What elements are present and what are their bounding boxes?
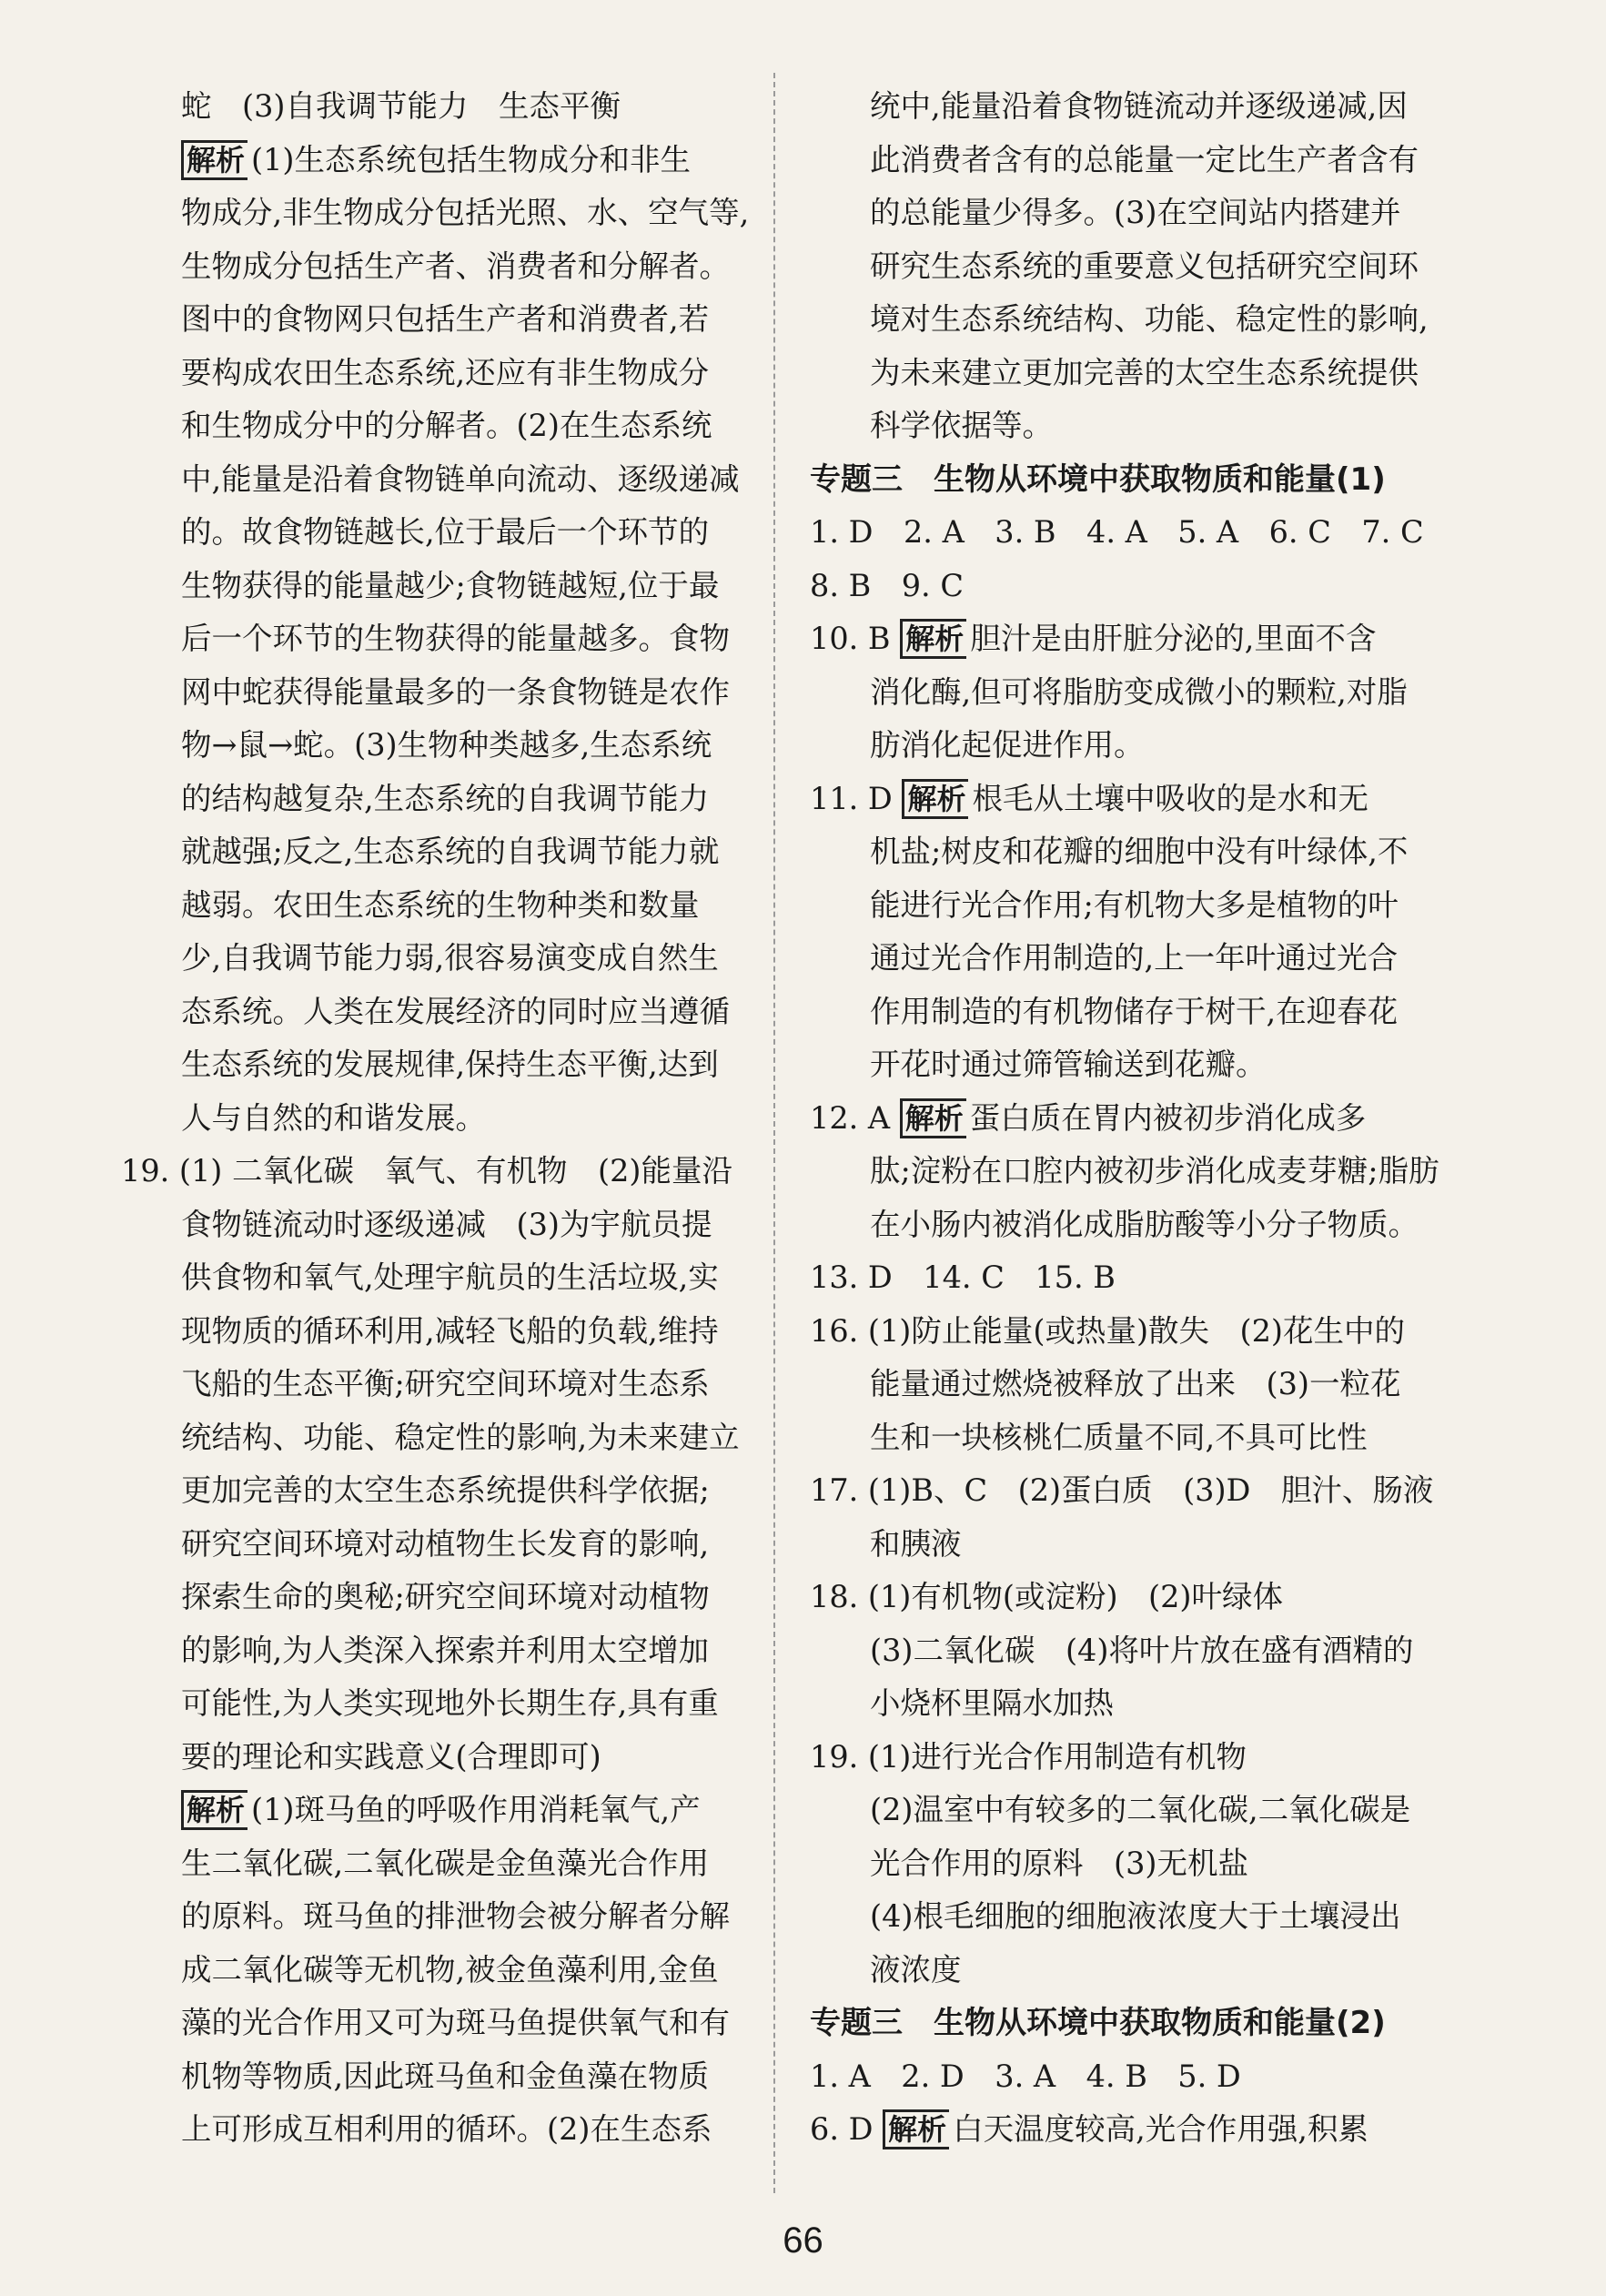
line-text: 态系统。人类在发展经济的同时应当遵循 [181, 993, 730, 1029]
line-text: 就越强;反之,生态系统的自我调节能力就 [181, 834, 720, 869]
line-text: 此消费者含有的总能量一定比生产者含有 [870, 141, 1419, 177]
analysis-tag: 解析 [900, 619, 966, 659]
line-text: 1. D 2. A 3. B 4. A 5. A 6. C 7. C [810, 514, 1424, 550]
text-line [121, 1358, 763, 1411]
text-line [810, 986, 1488, 1039]
line-text: 作用制造的有机物储存于树干,在迎春花 [870, 993, 1399, 1029]
line-text: 的。故食物链越长,位于最后一个环节的 [181, 514, 710, 550]
line-text: 可能性,为人类实现地外长期生存,具有重 [181, 1685, 719, 1721]
line-text: 的总能量少得多。(3)在空间站内搭建并 [870, 195, 1401, 230]
line-text: 和胰液 [870, 1525, 962, 1562]
line-text: 供食物和氧气,处理宇航员的生活垃圾,实 [181, 1259, 719, 1295]
line-text: 消化酶,但可将脂肪变成微小的颗粒,对脂 [870, 673, 1408, 710]
text-line [810, 1199, 1488, 1252]
left-column [121, 80, 763, 2157]
line-text: 光合作用的原料 (3)无机盐 [870, 1845, 1248, 1881]
line-text: 要构成农田生态系统,还应有非生物成分 [181, 354, 710, 390]
analysis-tag: 解析 [900, 1098, 966, 1138]
text-line [121, 825, 763, 879]
analysis-tag: 解析 [181, 1790, 247, 1830]
text-line [121, 1784, 763, 1837]
line-text: (2)温室中有较多的二氧化碳,二氧化碳是 [870, 1792, 1411, 1827]
line-text: 研究生态系统的重要意义包括研究空间环 [870, 248, 1419, 284]
line-text: 成二氧化碳等无机物,被金鱼藻利用,金鱼 [181, 1951, 719, 1988]
text-line [121, 506, 763, 560]
text-line [810, 1518, 1488, 1572]
text-line [810, 666, 1488, 720]
analysis-tag: 解析 [181, 140, 247, 180]
line-text: (4)根毛细胞的细胞液浓度大于土壤浸出 [870, 1898, 1401, 1934]
text-line [810, 1358, 1488, 1411]
analysis-text: 白天温度较高,光合作用强,积累 [953, 2111, 1369, 2147]
text-line [121, 1624, 763, 1678]
line-text: 1. A 2. D 3. A 4. B 5. D [810, 2058, 1241, 2094]
text-line [810, 879, 1488, 933]
analysis-text: 胆汁是由肝脏分泌的,里面不含 [970, 621, 1377, 656]
text-line [810, 1784, 1488, 1837]
text-line [121, 1997, 763, 2050]
line-text: 少,自我调节能力弱,很容易演变成自然生 [181, 940, 719, 976]
text-line [810, 1571, 1488, 1624]
text-line [121, 986, 763, 1039]
text-line [121, 2050, 763, 2104]
text-line [810, 1092, 1488, 1146]
text-line [121, 240, 763, 294]
line-text: 网中蛇获得能量最多的一条食物链是农作 [181, 673, 730, 710]
text-line [121, 1731, 763, 1785]
line-text: 飞船的生态平衡;研究空间环境对生态系 [181, 1366, 710, 1401]
line-text: 开花时通过筛管输送到花瓣。 [870, 1047, 1267, 1082]
answer-number: 10. B [810, 621, 901, 656]
section-heading [810, 1997, 1488, 2050]
line-text: 和生物成分中的分解者。(2)在生态系统 [181, 408, 712, 443]
text-line [810, 1837, 1488, 1891]
line-text: 越弱。农田生态系统的生物种类和数量 [181, 886, 700, 923]
text-line [810, 612, 1488, 666]
line-text: 更加完善的太空生态系统提供科学依据; [181, 1472, 710, 1508]
section-heading-text: 专题三 生物从环境中获取物质和能量(1) [810, 460, 1386, 498]
line-text: 13. D 14. C 15. B [810, 1259, 1116, 1295]
text-line [810, 293, 1488, 347]
section-heading [810, 453, 1488, 507]
text-line [810, 187, 1488, 240]
column-divider [773, 73, 775, 2193]
text-line [121, 1571, 763, 1624]
line-text: 生二氧化碳,二氧化碳是金鱼藻光合作用 [181, 1845, 710, 1881]
line-text: 中,能量是沿着食物链单向流动、逐级递减 [181, 460, 740, 497]
text-line [810, 825, 1488, 879]
text-line [810, 1305, 1488, 1359]
text-line [121, 879, 763, 933]
line-text: 蛇 (3)自我调节能力 生态平衡 [181, 88, 621, 124]
line-text: 的结构越复杂,生态系统的自我调节能力 [181, 780, 710, 816]
text-line [810, 1038, 1488, 1092]
text-line [810, 240, 1488, 294]
line-text: 统中,能量沿着食物链流动并逐级递减,因 [870, 88, 1408, 124]
text-line [121, 1944, 763, 1998]
text-line [121, 187, 763, 240]
text-line [121, 1251, 763, 1305]
text-line [121, 1145, 763, 1199]
line-text: (3)二氧化碳 (4)将叶片放在盛有酒精的 [870, 1632, 1414, 1668]
text-line [810, 560, 1488, 613]
line-text: 现物质的循环利用,减轻飞船的负载,维持 [181, 1312, 719, 1349]
line-text: 液浓度 [870, 1951, 962, 1988]
text-line [121, 1464, 763, 1518]
line-text: 后一个环节的生物获得的能量越多。食物 [181, 621, 730, 656]
text-line [810, 1411, 1488, 1465]
line-text: 要的理论和实践意义(合理即可) [181, 1738, 601, 1775]
line-text: 在小肠内被消化成脂肪酸等小分子物质。 [870, 1206, 1419, 1242]
text-line [810, 1890, 1488, 1944]
text-line [121, 453, 763, 507]
line-text: 19. (1) 二氧化碳 氧气、有机物 (2)能量沿 [121, 1153, 732, 1188]
line-text: 8. B 9. C [810, 567, 964, 603]
line-text: 能进行光合作用;有机物大多是植物的叶 [870, 886, 1399, 923]
text-line [810, 1624, 1488, 1678]
line-text: 机盐;树皮和花瓣的细胞中没有叶绿体,不 [870, 834, 1409, 869]
answer-number: 11. D [810, 780, 903, 816]
text-line [810, 2103, 1488, 2157]
line-text: 18. (1)有机物(或淀粉) (2)叶绿体 [810, 1579, 1283, 1614]
right-column [810, 80, 1488, 2157]
line-text: 生物成分包括生产者、消费者和分解者。 [181, 248, 730, 284]
answer-number: 12. A [810, 1099, 900, 1136]
text-line [121, 1038, 763, 1092]
analysis-text: (1)生态系统包括生物成分和非生 [251, 141, 691, 177]
line-text: 上可形成互相利用的循环。(2)在生态系 [181, 2111, 712, 2147]
line-text: 小烧杯里隔水加热 [870, 1685, 1114, 1721]
text-line [121, 666, 763, 720]
text-line [121, 612, 763, 666]
text-line [121, 1677, 763, 1731]
text-line [810, 1464, 1488, 1518]
text-line [121, 1518, 763, 1572]
line-text: 探索生命的奥秘;研究空间环境对动植物 [181, 1579, 710, 1614]
text-line [121, 1411, 763, 1465]
line-text: 生物获得的能量越少;食物链越短,位于最 [181, 567, 720, 603]
line-text: 食物链流动时逐级递减 (3)为宇航员提 [181, 1206, 712, 1242]
text-line [121, 1092, 763, 1146]
text-line [810, 773, 1488, 826]
text-line [810, 134, 1488, 187]
line-text: 的原料。斑马鱼的排泄物会被分解者分解 [181, 1898, 730, 1934]
text-line [121, 932, 763, 986]
line-text: 16. (1)防止能量(或热量)散失 (2)花生中的 [810, 1312, 1405, 1349]
line-text: 19. (1)进行光合作用制造有机物 [810, 1738, 1247, 1775]
line-text: 的影响,为人类深入探索并利用太空增加 [181, 1632, 710, 1668]
text-line [121, 773, 763, 826]
text-line [121, 134, 763, 187]
analysis-text: 根毛从土壤中吸收的是水和无 [972, 780, 1369, 816]
line-text: 机物等物质,因此斑马鱼和金鱼藻在物质 [181, 2058, 710, 2094]
line-text: 藻的光合作用又可为斑马鱼提供氧气和有 [181, 2005, 730, 2040]
analysis-tag: 解析 [902, 779, 968, 819]
text-line [810, 1145, 1488, 1199]
line-text: 能量通过燃烧被释放了出来 (3)一粒花 [870, 1366, 1401, 1401]
text-line [121, 1890, 763, 1944]
text-line [121, 80, 763, 134]
line-text: 17. (1)B、C (2)蛋白质 (3)D 胆汁、肠液 [810, 1472, 1434, 1508]
line-text: 科学依据等。 [870, 408, 1053, 443]
line-text: 生态系统的发展规律,保持生态平衡,达到 [181, 1047, 719, 1082]
text-line [121, 560, 763, 613]
line-text: 物→鼠→蛇。(3)生物种类越多,生态系统 [181, 727, 712, 763]
text-line [121, 400, 763, 453]
text-line [810, 2050, 1488, 2104]
text-line [810, 719, 1488, 773]
line-text: 研究空间环境对动植物生长发育的影响, [181, 1525, 710, 1562]
text-line [810, 80, 1488, 134]
line-text: 肪消化起促进作用。 [870, 727, 1145, 763]
line-text: 统结构、功能、稳定性的影响,为未来建立 [181, 1419, 740, 1455]
section-heading-text: 专题三 生物从环境中获取物质和能量(2) [810, 2005, 1386, 2041]
line-text: 为未来建立更加完善的太空生态系统提供 [870, 354, 1419, 390]
analysis-tag: 解析 [883, 2109, 949, 2149]
line-text: 境对生态系统结构、功能、稳定性的影响, [870, 301, 1429, 337]
text-line [121, 293, 763, 347]
text-line [810, 1677, 1488, 1731]
text-line [121, 719, 763, 773]
line-text: 物成分,非生物成分包括光照、水、空气等, [181, 195, 750, 230]
line-text: 图中的食物网只包括生产者和消费者,若 [181, 301, 710, 337]
text-line [810, 1251, 1488, 1305]
text-line [121, 1837, 763, 1891]
text-line [121, 1305, 763, 1359]
analysis-text: (1)斑马鱼的呼吸作用消耗氧气,产 [251, 1792, 701, 1827]
analysis-text: 蛋白质在胃内被初步消化成多 [969, 1099, 1367, 1136]
text-line [810, 932, 1488, 986]
text-line [121, 2103, 763, 2157]
text-line [810, 506, 1488, 560]
line-text: 生和一块核桃仁质量不同,不具可比性 [870, 1419, 1368, 1455]
text-line [810, 1944, 1488, 1998]
text-line [810, 347, 1488, 400]
line-text: 人与自然的和谐发展。 [181, 1099, 486, 1136]
text-line [121, 1199, 763, 1252]
text-line [810, 1731, 1488, 1785]
page-number: 66 [783, 2220, 823, 2261]
text-line [121, 347, 763, 400]
line-text: 肽;淀粉在口腔内被初步消化成麦芽糖;脂肪 [870, 1153, 1439, 1188]
text-line [810, 400, 1488, 453]
answer-number: 6. D [810, 2111, 884, 2147]
line-text: 通过光合作用制造的,上一年叶通过光合 [870, 940, 1399, 976]
